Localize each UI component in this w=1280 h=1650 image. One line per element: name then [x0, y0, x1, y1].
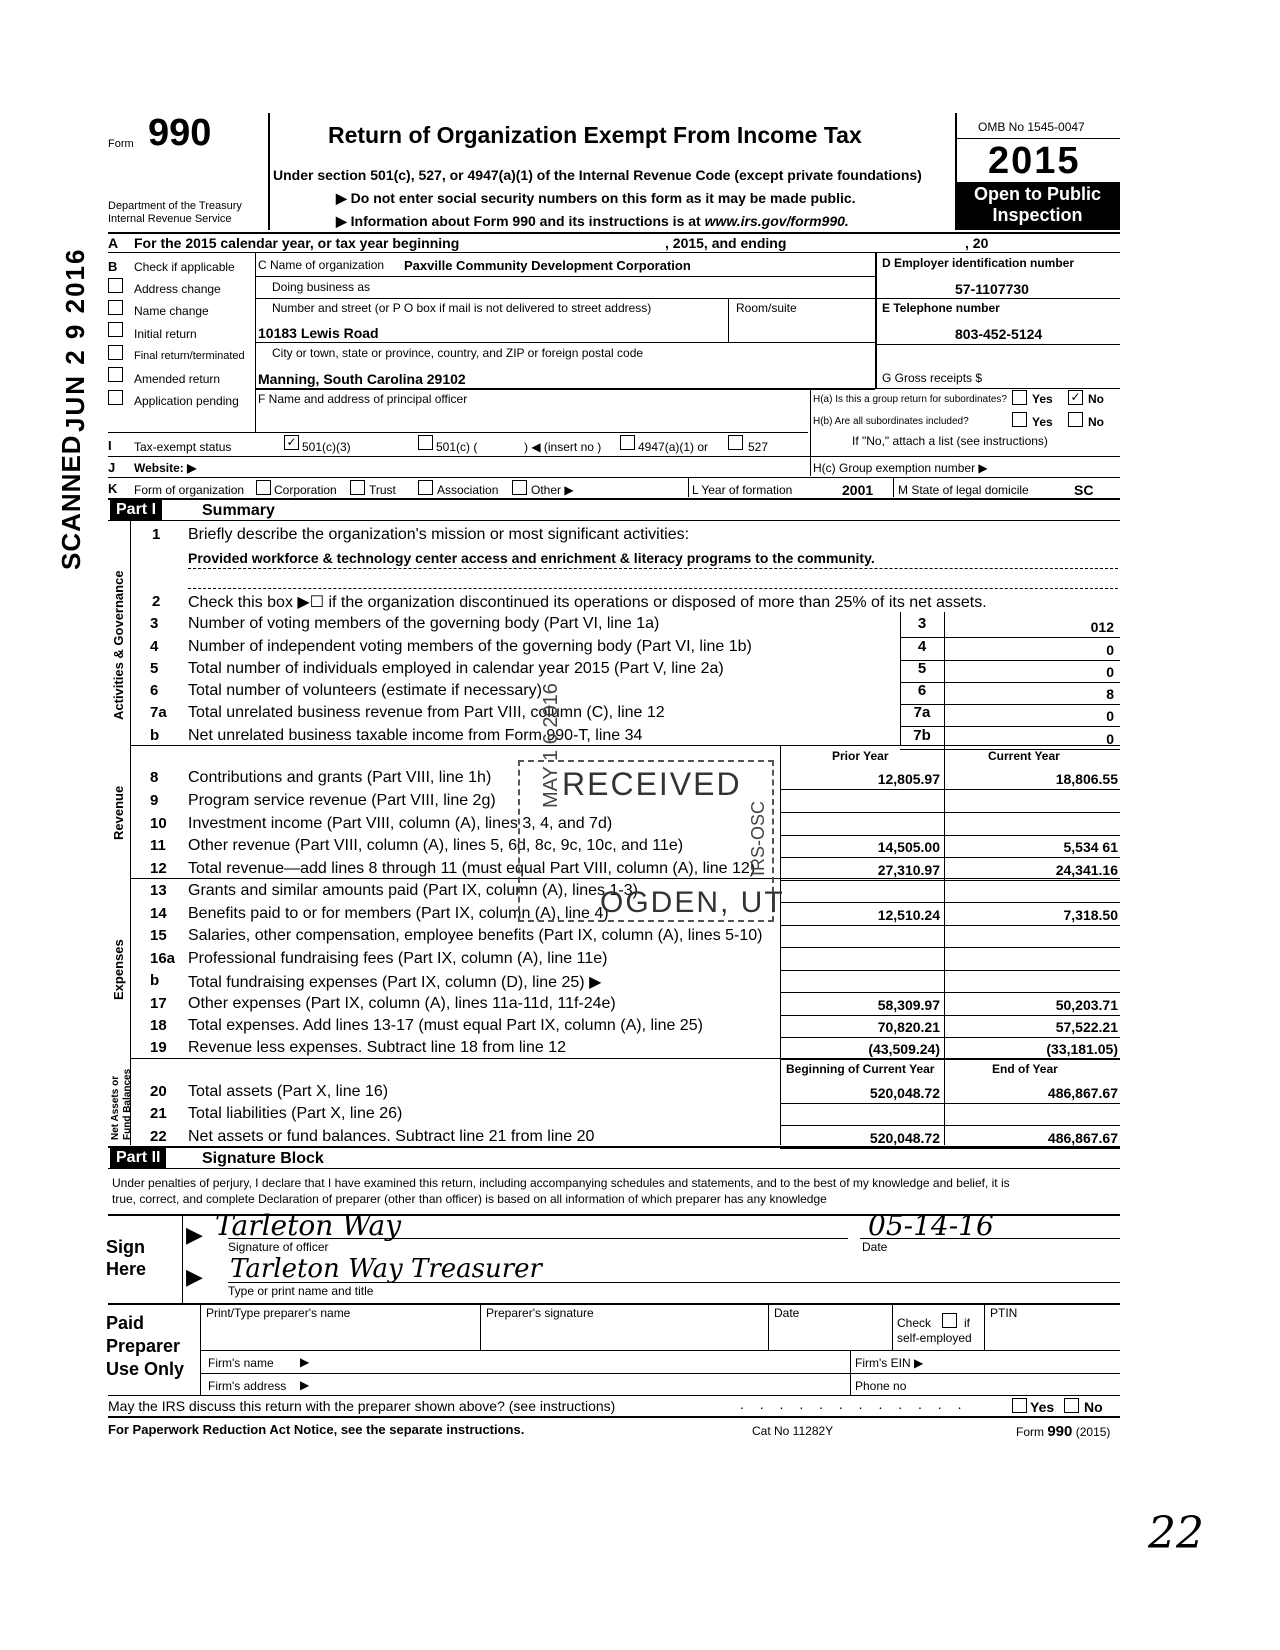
subordinates-label: H(b) Are all subordinates included?: [813, 416, 969, 427]
beginning-year-value[interactable]: 520,048.72: [869, 1130, 940, 1146]
line-description: Total assets (Part X, line 16): [188, 1083, 389, 1100]
discuss-no-label: No: [1084, 1399, 1103, 1415]
room-suite-label: Room/suite: [736, 301, 797, 315]
status-4947-label: 4947(a)(1) or: [638, 440, 709, 454]
current-year-value[interactable]: 50,203.71: [1055, 997, 1118, 1013]
sign-arrow-2: ▶: [186, 1264, 203, 1289]
penalty-statement-line-2: true, correct, and complete Declaration of preparer (other than officer) is based on all information of which preparer has any knowledge: [112, 1192, 827, 1206]
phone-no-label: Phone no: [855, 1379, 907, 1393]
ein-value: 57-1107730: [955, 281, 1029, 297]
line-number: 16a: [150, 950, 176, 967]
status-501c3-checkbox[interactable]: ✓: [284, 435, 299, 450]
if-label: if: [964, 1316, 970, 1330]
group-return-yes-label: Yes: [1032, 392, 1053, 406]
side-label-net-assets: Net Assets or: [110, 1075, 121, 1140]
line-number: 11: [150, 837, 166, 854]
line-description: Total fundraising expenses (Part IX, column (D), line 25) ▶: [188, 974, 602, 991]
current-year-value[interactable]: 24,341.16: [1055, 862, 1118, 878]
current-year-value[interactable]: (33,181.05): [1046, 1041, 1118, 1057]
line-number: 10: [150, 815, 167, 832]
line-description: Other revenue (Part VIII, column (A), lines 5, 6d, 8c, 9c, 10c, and 11e): [188, 837, 684, 854]
line-value[interactable]: 8: [1106, 686, 1114, 702]
firm-address-label: Firm's address: [208, 1379, 287, 1393]
line-box-number: 7b: [913, 727, 931, 744]
line-number: 19: [150, 1039, 167, 1056]
street-label: Number and street (or P O box if mail is not delivered to street address): [272, 301, 652, 315]
discuss-yes-checkbox[interactable]: [1012, 1398, 1027, 1413]
part-i-title: Summary: [202, 502, 275, 519]
amended-return-label: Amended return: [134, 372, 221, 386]
line-number: 20: [150, 1083, 167, 1100]
telephone-label: E Telephone number: [882, 301, 1000, 315]
line-a-letter: A: [108, 235, 119, 251]
line-description: Number of independent voting members of the governing body (Part VI, line 1b): [188, 638, 752, 655]
line-a-end: , 20: [965, 235, 989, 251]
ogden-stamp-text: OGDEN, UT: [600, 886, 785, 919]
line-box-number: 7a: [913, 704, 931, 721]
line-description: Total number of individuals employed in calendar year 2015 (Part V, line 2a): [188, 660, 724, 677]
ssn-note: ▶ Do not enter social security numbers on this form as it may be made public.: [336, 190, 856, 206]
group-exemption-label: H(c) Group exemption number ▶: [813, 461, 988, 475]
signature-of-officer-label: Signature of officer: [228, 1240, 329, 1254]
line-number: 22: [150, 1128, 167, 1145]
line-i-letter: I: [108, 438, 112, 453]
line-description: Investment income (Part VIII, column (A), lines 3, 4, and 7d): [188, 815, 613, 832]
corporation-label: Corporation: [274, 483, 337, 497]
self-employed-label: self-employed: [897, 1331, 972, 1345]
application-pending-label: Application pending: [134, 394, 239, 408]
omb-number: OMB No 1545-0047: [978, 120, 1085, 134]
line-description: Other expenses (Part IX, column (A), lines 11a-11d, 11f-24e): [188, 995, 616, 1012]
department-name: Department of the Treasury: [108, 200, 242, 212]
prior-year-header: Prior Year: [832, 749, 889, 763]
officer-signature[interactable]: Tarleton Way: [215, 1209, 402, 1242]
info-note: ▶ Information about Form 990 and its instructions is at www.irs.gov/form990.: [336, 213, 849, 229]
tax-year: 2015: [988, 140, 1081, 182]
side-label-expenses: Expenses: [111, 939, 126, 1000]
association-checkbox[interactable]: [418, 480, 433, 495]
open-to-public-banner: Open to Public Inspection: [955, 182, 1120, 230]
line-value[interactable]: 012: [1090, 619, 1114, 635]
current-year-header: Current Year: [988, 749, 1060, 763]
initial-return-label: Initial return: [134, 327, 197, 341]
line-number: 6: [150, 682, 159, 699]
current-year-value[interactable]: 57,522.21: [1055, 1019, 1118, 1035]
line-number: 17: [150, 995, 167, 1012]
final-return-checkbox[interactable]: [108, 345, 123, 360]
gross-receipts-label: G Gross receipts $: [882, 371, 983, 385]
legal-domicile: SC: [1074, 482, 1094, 498]
org-name: Paxville Community Development Corporation: [404, 258, 691, 273]
corporation-checkbox[interactable]: [256, 480, 271, 495]
line-box-number: 6: [917, 682, 927, 699]
telephone-value: 803-452-5124: [955, 326, 1043, 342]
line-description: Number of voting members of the governing body (Part VI, line 1a): [188, 615, 660, 632]
status-527-checkbox[interactable]: [728, 435, 743, 450]
form-word: Form: [108, 138, 134, 150]
line-description: Salaries, other compensation, employee benefits (Part IX, column (A), lines 5-10): [188, 927, 763, 944]
discuss-yes-label: Yes: [1030, 1399, 1055, 1415]
line-description: Grants and similar amounts paid (Part IX, column (A), lines 1-3): [188, 882, 638, 899]
line-description: Program service revenue (Part VIII, line 2g): [188, 792, 496, 809]
discuss-question: May the IRS discuss this return with the preparer shown above? (see instructions): [108, 1398, 616, 1414]
line-number: 5: [150, 660, 159, 677]
other-org-checkbox[interactable]: [512, 480, 527, 495]
current-year-value[interactable]: 5,534 61: [1063, 839, 1118, 855]
line-number: b: [150, 727, 160, 744]
prior-year-value[interactable]: 70,820.21: [877, 1019, 940, 1035]
side-label-governance: Activities & Governance: [111, 570, 126, 720]
dba-label: Doing business as: [272, 280, 371, 294]
print-name-title-label: Type or print name and title: [228, 1284, 374, 1298]
line-description: Professional fundraising fees (Part IX, column (A), line 11e): [188, 950, 608, 967]
line-a-mid: , 2015, and ending: [665, 235, 787, 251]
beginning-year-value[interactable]: 520,048.72: [869, 1085, 940, 1101]
preparer-label: Preparer: [106, 1336, 181, 1356]
line-description: Total revenue—add lines 8 through 11 (must equal Part VIII, column (A), line 12): [188, 860, 756, 877]
sign-arrow-1: ▶: [186, 1222, 203, 1247]
line-description: Total unrelated business revenue from Part VIII, column (C), line 12: [188, 704, 665, 721]
check-label: Check: [897, 1316, 932, 1330]
line-number: 7a: [150, 704, 167, 721]
sign-label: Sign: [106, 1237, 145, 1257]
prior-year-value[interactable]: 12,510.24: [877, 907, 940, 923]
self-employed-checkbox[interactable]: [942, 1313, 957, 1328]
received-stamp-text: RECEIVED: [562, 766, 742, 802]
insert-no-label: ) ◀ (insert no ): [524, 440, 602, 454]
current-year-value[interactable]: 18,806.55: [1055, 771, 1118, 787]
address-change-label: Address change: [134, 282, 221, 296]
received-date-stamp: MAY 1 6 2016: [540, 683, 562, 808]
line-value[interactable]: 0: [1106, 708, 1114, 724]
status-4947-checkbox[interactable]: [620, 435, 635, 450]
end-year-value[interactable]: 486,867.67: [1047, 1130, 1118, 1146]
form-subtitle: Under section 501(c), 527, or 4947(a)(1) of the Internal Revenue Code (except private foundations): [273, 167, 922, 183]
line-description: Benefits paid to or for members (Part IX, column (A), line 4): [188, 905, 609, 922]
preparer-date-label: Date: [774, 1306, 800, 1320]
line-number: 15: [150, 927, 167, 944]
subordinates-yes-checkbox[interactable]: [1012, 412, 1027, 427]
year-formation: 2001: [842, 482, 874, 498]
principal-officer-label: F Name and address of principal officer: [258, 392, 468, 406]
side-label-fund-balances: Fund Balances: [122, 1068, 133, 1140]
part-ii-title: Signature Block: [202, 1150, 324, 1167]
date-label: Date: [862, 1240, 888, 1254]
prior-year-value[interactable]: 14,505.00: [877, 839, 940, 855]
line-box-number: 4: [917, 638, 927, 655]
firm-ein-label: Firm's EIN ▶: [855, 1356, 924, 1370]
end-year-header: End of Year: [992, 1062, 1058, 1076]
line-description: Total expenses. Add lines 13-17 (must equal Part IX, column (A), line 25): [188, 1017, 703, 1034]
city-label: City or town, state or province, country, and ZIP or foreign postal code: [272, 346, 644, 360]
firm-name-arrow: ▶: [300, 1355, 310, 1369]
initial-return-checkbox[interactable]: [108, 322, 123, 337]
line-value[interactable]: 0: [1106, 731, 1114, 747]
status-501c-checkbox[interactable]: [418, 435, 433, 450]
beginning-year-header: Beginning of Current Year: [786, 1062, 935, 1076]
line-a-text: For the 2015 calendar year, or tax year beginning: [134, 235, 460, 251]
line-description: Revenue less expenses. Subtract line 18 from line 12: [188, 1039, 566, 1056]
line-description: Contributions and grants (Part VIII, line 1h): [188, 769, 492, 786]
line-number: 21: [150, 1105, 167, 1122]
group-return-no-checkbox[interactable]: ✓: [1068, 390, 1083, 405]
paperwork-notice: For Paperwork Reduction Act Notice, see the separate instructions.: [108, 1422, 525, 1437]
line-j-letter: J: [108, 460, 116, 475]
printed-name-title[interactable]: Tarleton Way Treasurer: [230, 1254, 542, 1284]
subordinates-yes-label: Yes: [1032, 415, 1053, 429]
check-if-applicable-label: Check if applicable: [134, 260, 235, 274]
status-501c3-label: 501(c)(3): [302, 440, 351, 454]
handwritten-page-number: 22: [1148, 1508, 1204, 1559]
penalty-statement-line-1: Under penalties of perjury, I declare that I have examined this return, including accompanying schedules and statements, and to the best of my knowledge and belief, it is: [112, 1176, 1010, 1190]
footer-form-label: Form 990 (2015): [1016, 1423, 1111, 1440]
line-number: 18: [150, 1017, 167, 1034]
trust-checkbox[interactable]: [350, 480, 365, 495]
here-label: Here: [106, 1259, 147, 1279]
prior-year-value[interactable]: 58,309.97: [877, 997, 940, 1013]
name-change-checkbox[interactable]: [108, 300, 123, 315]
form-of-org-label: Form of organization: [134, 483, 245, 497]
irs-name: Internal Revenue Service: [108, 213, 232, 225]
line-value[interactable]: 0: [1106, 642, 1114, 658]
irs-osc-stamp: IRS-OSC: [748, 800, 768, 876]
group-return-no-label: No: [1088, 392, 1104, 406]
line-1-number: 1: [152, 526, 161, 543]
section-b-letter: B: [108, 259, 118, 274]
legal-domicile-label: M State of legal domicile: [898, 483, 1029, 497]
association-label: Association: [437, 483, 499, 497]
form-title: Return of Organization Exempt From Income Tax: [328, 122, 862, 148]
trust-label: Trust: [369, 483, 396, 497]
line-box-number: 5: [917, 660, 927, 677]
line-number: 3: [150, 615, 159, 632]
line-number: 8: [150, 769, 159, 786]
preparer-name-label: Print/Type preparer's name: [206, 1306, 351, 1320]
prior-year-value[interactable]: 12,805.97: [877, 771, 940, 787]
year-formation-label: L Year of formation: [692, 483, 793, 497]
line-value[interactable]: 0: [1106, 664, 1114, 680]
line-k-letter: K: [108, 481, 118, 496]
final-return-label: Final return/terminated: [134, 350, 245, 362]
line-number: 4: [150, 638, 159, 655]
subordinates-no-label: No: [1088, 415, 1104, 429]
street-address: 10183 Lewis Road: [258, 325, 379, 341]
tax-exempt-status-label: Tax-exempt status: [134, 440, 232, 454]
prior-year-value[interactable]: (43,509.24): [868, 1041, 940, 1057]
part-ii-tag: Part II: [110, 1148, 166, 1168]
firm-address-arrow: ▶: [300, 1378, 310, 1392]
current-year-value[interactable]: 7,318.50: [1063, 907, 1118, 923]
line-number: 12: [150, 860, 167, 877]
discuss-no-checkbox[interactable]: [1064, 1398, 1079, 1413]
line-1-text: Briefly describe the organization's mission or most significant activities:: [188, 526, 690, 543]
ptin-label: PTIN: [990, 1306, 1018, 1320]
group-return-yes-checkbox[interactable]: [1012, 390, 1027, 405]
line-description: Total number of volunteers (estimate if necessary): [188, 682, 542, 699]
status-527-label: 527: [748, 440, 769, 454]
end-year-value[interactable]: 486,867.67: [1047, 1085, 1118, 1101]
org-name-label: C Name of organization: [258, 258, 385, 272]
website-label: Website: ▶: [134, 461, 197, 475]
other-org-label: Other ▶: [531, 483, 574, 497]
line-number: 13: [150, 882, 167, 899]
group-return-label: H(a) Is this a group return for subordinates?: [813, 394, 1007, 405]
line-description: Total liabilities (Part X, line 26): [188, 1105, 403, 1122]
amended-return-checkbox[interactable]: [108, 367, 123, 382]
scanned-stamp: SCANNED: [56, 434, 86, 570]
prior-year-value[interactable]: 27,310.97: [877, 862, 940, 878]
paid-label: Paid: [106, 1313, 145, 1333]
part-i-tag: Part I: [110, 500, 162, 520]
scanned-date-stamp: JUN 2 9 2016: [60, 247, 90, 432]
line-description: Net unrelated business taxable income from Form 990-T, line 34: [188, 727, 643, 744]
name-change-label: Name change: [134, 304, 209, 318]
catalog-number: Cat No 11282Y: [752, 1424, 834, 1438]
mission-description: Provided workforce & technology center access and enrichment & literacy programs to the community.: [188, 550, 875, 566]
form-number: 990: [148, 112, 212, 154]
address-change-checkbox[interactable]: [108, 278, 123, 293]
preparer-signature-label: Preparer's signature: [486, 1306, 594, 1320]
line-number: 9: [150, 792, 159, 809]
application-pending-checkbox[interactable]: [108, 390, 123, 405]
side-label-revenue: Revenue: [111, 785, 126, 840]
ein-label: D Employer identification number: [882, 256, 1075, 270]
attach-list-note: If "No," attach a list (see instructions): [852, 434, 1048, 448]
line-box-number: 3: [917, 615, 927, 632]
firm-name-label: Firm's name: [208, 1356, 274, 1370]
signature-date[interactable]: 05-14-16: [868, 1209, 994, 1242]
line-2-text: Check this box ▶☐ if the organization discontinued its operations or disposed of more than 25% of its net assets.: [188, 594, 987, 611]
line-number: 14: [150, 905, 167, 922]
subordinates-no-checkbox[interactable]: [1068, 412, 1083, 427]
line-2-number: 2: [152, 593, 161, 610]
use-only-label: Use Only: [106, 1359, 185, 1379]
city-state-zip: Manning, South Carolina 29102: [258, 371, 466, 387]
line-description: Net assets or fund balances. Subtract line 21 from line 20: [188, 1128, 595, 1145]
status-501c-label: 501(c) (: [436, 440, 478, 454]
line-number: b: [150, 972, 160, 989]
